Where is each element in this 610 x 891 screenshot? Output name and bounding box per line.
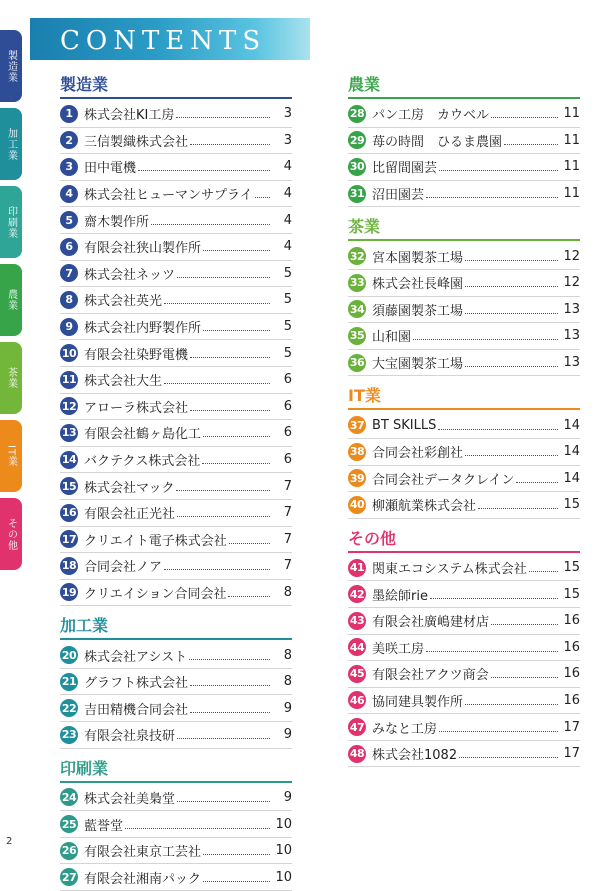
section-heading: 茶業 [348,214,580,241]
entry-page-number: 11 [563,132,580,148]
entry-company-name: 有限会社狭山製作所 [84,241,202,257]
toc-entry[interactable] [348,101,580,128]
dot-leader [177,738,270,739]
entry-number-badge: 12 [60,397,78,415]
entry-page-number: 14 [563,417,580,433]
dot-leader [229,543,270,544]
toc-entry[interactable] [348,350,580,377]
entry-number-badge: 30 [348,158,366,176]
toc-entry[interactable] [60,314,292,341]
entry-number-badge: 10 [60,344,78,362]
entry-page-number: 4 [283,186,292,202]
entry-number-badge: 44 [348,638,366,656]
entry-number-badge: 43 [348,612,366,630]
entry-company-name: 協同建具製作所 [372,694,464,710]
toc-entry[interactable] [348,661,580,688]
entry-company-name: 有限会社アクツ商会 [372,668,489,684]
entry-page-number: 16 [563,666,580,682]
toc-entry[interactable] [60,394,292,421]
entry-page-number: 16 [563,692,580,708]
toc-entry[interactable] [348,714,580,741]
entry-page-number: 8 [283,647,292,663]
section-mfg [60,72,292,606]
entry-number-badge: 31 [348,185,366,203]
entry-page-number: 12 [563,248,580,264]
entry-company-name: 株式会社大生 [84,374,163,390]
entry-company-name: 有限会社廣嶋建材店 [372,615,490,631]
toc-entry[interactable] [60,181,292,208]
entry-company-name: 関東エコシステム株式会社 [372,562,527,578]
section-heading: 農業 [348,72,580,99]
entry-company-name: アローラ株式会社 [84,400,189,416]
entry-page-number: 17 [563,746,580,762]
side-tab[interactable]: 加工業 [0,108,22,180]
entry-page-number: 6 [283,398,292,414]
entry-number-badge: 46 [348,691,366,709]
entry-company-name: クリエイト電子株式会社 [84,533,227,549]
entry-company-name: 有限会社湘南パック [84,871,202,887]
entry-number-badge: 2 [60,131,78,149]
entry-company-name: 三信製織株式会社 [84,134,189,150]
entry-company-name: 有限会社染野電機 [84,347,189,363]
entry-number-badge: 6 [60,238,78,256]
section-it [348,383,580,518]
entry-page-number: 10 [275,816,292,832]
entry-number-badge: 47 [348,718,366,736]
entry-company-name: 齋木製作所 [84,214,150,230]
entry-company-name: 柳瀬航業株式会社 [372,499,477,515]
dot-leader [491,677,558,678]
entry-page-number: 15 [563,560,580,576]
dot-leader [465,455,558,456]
entry-page-number: 4 [283,239,292,255]
entry-company-name: 山和園 [372,330,412,346]
entry-company-name: 有限会社鶴ヶ島化工 [84,427,202,443]
toc-entry[interactable] [348,555,580,582]
dot-leader [177,277,270,278]
toc-entry[interactable] [60,811,292,838]
entry-company-name: 有限会社東京工芸社 [84,845,202,861]
entry-company-name: 合同会社データクレイン [372,472,515,488]
dot-leader [177,801,270,802]
dot-leader [177,516,270,517]
dot-leader [465,260,558,261]
entry-number-badge: 27 [60,868,78,886]
toc-entry[interactable] [348,243,580,270]
entry-number-badge: 37 [348,416,366,434]
entry-company-name: 合同会社彩創社 [372,446,464,462]
entry-page-number: 11 [563,186,580,202]
entry-number-badge: 22 [60,699,78,717]
toc-entry[interactable] [60,207,292,234]
toc-entry[interactable] [60,838,292,865]
entry-company-name: 宮本園製茶工場 [372,250,464,266]
section-proc [60,613,292,748]
dot-leader [190,685,270,686]
entry-number-badge: 28 [348,105,366,123]
entry-number-badge: 39 [348,469,366,487]
entry-company-name: 株式会社美梟堂 [84,791,176,807]
entry-page-number: 7 [283,478,292,494]
entry-page-number: 7 [283,531,292,547]
toc-entry[interactable] [348,688,580,715]
entry-number-badge: 48 [348,745,366,763]
entry-company-name: 株式会社アシスト [84,649,188,665]
entry-page-number: 5 [283,265,292,281]
entry-number-badge: 7 [60,264,78,282]
entry-page-number: 10 [275,869,292,885]
entry-page-number: 8 [283,674,292,690]
entry-company-name: 株式会社ヒューマンサプライ [84,188,253,204]
page-number: 2 [6,836,13,847]
entry-page-number: 4 [283,159,292,175]
dot-leader [203,250,270,251]
entry-page-number: 9 [283,727,292,743]
toc-entry[interactable] [60,669,292,696]
entry-number-badge: 19 [60,583,78,601]
entry-number-badge: 32 [348,247,366,265]
toc-entry[interactable] [348,323,580,350]
toc-entry[interactable] [60,128,292,155]
toc-entry[interactable] [60,722,292,749]
entry-page-number: 9 [283,700,292,716]
toc-entry[interactable] [60,287,292,314]
toc-entry[interactable] [60,261,292,288]
dot-leader [430,598,558,599]
entry-number-badge: 40 [348,496,366,514]
toc-entry[interactable] [348,439,580,466]
dot-leader [164,383,270,384]
entry-page-number: 6 [283,425,292,441]
entry-page-number: 14 [563,470,580,486]
entry-company-name: バクテクス株式会社 [84,454,201,470]
entry-page-number: 5 [283,345,292,361]
entry-page-number: 7 [283,505,292,521]
entry-company-name: 吉田精機合同会社 [84,702,189,718]
section-tea [348,214,580,376]
entry-page-number: 9 [283,789,292,805]
dot-leader [176,490,270,491]
entry-company-name: 株式会社ネッツ [84,267,176,283]
toc-entry[interactable] [60,154,292,181]
toc-entry[interactable] [348,128,580,155]
dot-leader [439,170,558,171]
dot-leader [465,313,558,314]
section-other [348,526,580,768]
entry-number-badge: 38 [348,443,366,461]
toc-entry[interactable] [60,234,292,261]
entry-number-badge: 23 [60,726,78,744]
entry-page-number: 3 [283,132,292,148]
toc-entry[interactable] [60,785,292,812]
entry-page-number: 16 [563,639,580,655]
entry-page-number: 17 [563,719,580,735]
entry-page-number: 6 [283,372,292,388]
toc-entry[interactable] [348,181,580,208]
entry-company-name: 大宝園製茶工場 [372,357,464,373]
toc-entry[interactable] [60,473,292,500]
section-heading: IT業 [348,383,580,410]
entry-number-badge: 15 [60,477,78,495]
entry-number-badge: 34 [348,300,366,318]
entry-page-number: 4 [283,212,292,228]
section-heading: 製造業 [60,72,292,99]
toc-entry[interactable] [60,642,292,669]
dot-leader [164,303,270,304]
entry-company-name: みなと工房 [372,721,438,737]
toc-entry[interactable] [60,367,292,394]
dot-leader [189,659,270,660]
entry-company-name: 株式会社KI工房 [84,108,175,124]
dot-leader [164,569,270,570]
entry-page-number: 7 [283,558,292,574]
dot-leader [413,339,558,340]
dot-leader [426,651,558,652]
dot-leader [190,410,270,411]
entry-page-number: 13 [563,328,580,344]
dot-leader [491,624,558,625]
toc-entry[interactable] [60,695,292,722]
entry-page-number: 13 [563,301,580,317]
toc-entry[interactable] [348,741,580,768]
entry-number-badge: 9 [60,318,78,336]
entry-number-badge: 17 [60,530,78,548]
dot-leader [138,170,270,171]
dot-leader [151,224,270,225]
entry-company-name: 株式会社マック [84,480,175,496]
entry-page-number: 14 [563,444,580,460]
entry-number-badge: 1 [60,105,78,123]
entry-page-number: 11 [563,106,580,122]
entry-page-number: 5 [283,319,292,335]
entry-company-name: 墨絵師rie [372,588,428,604]
left-column [60,72,292,891]
entry-number-badge: 21 [60,673,78,691]
entry-page-number: 8 [283,584,292,600]
toc-entry[interactable] [60,864,292,891]
toc-entry[interactable] [348,466,580,493]
dot-leader [465,366,558,367]
dot-leader [190,712,270,713]
entry-company-name: 株式会社1082 [372,748,458,764]
section-heading: 加工業 [60,613,292,640]
section-print [60,756,292,891]
side-tab[interactable]: その他 [0,498,22,570]
entry-page-number: 12 [563,275,580,291]
side-tab[interactable]: IT業 [0,420,22,492]
entry-company-name: 美咲工房 [372,641,425,657]
section-agri [348,72,580,207]
toc-entry[interactable] [348,635,580,662]
toc-entry[interactable] [60,420,292,447]
page-title: CONTENTS [60,26,267,56]
entry-company-name: 株式会社英光 [84,294,163,310]
entry-page-number: 5 [283,292,292,308]
dot-leader [438,429,558,430]
entry-number-badge: 42 [348,585,366,603]
toc-entry[interactable] [348,492,580,519]
dot-leader [203,881,270,882]
entry-company-name: 株式会社長峰園 [372,277,464,293]
entry-number-badge: 45 [348,665,366,683]
dot-leader [202,463,270,464]
entry-number-badge: 3 [60,158,78,176]
dot-leader [478,508,558,509]
side-tab[interactable]: 印刷業 [0,186,22,258]
dot-leader [465,286,558,287]
toc-entry[interactable] [348,270,580,297]
dot-leader [203,854,270,855]
dot-leader [255,197,270,198]
dot-leader [459,757,558,758]
entry-number-badge: 26 [60,842,78,860]
entry-number-badge: 29 [348,131,366,149]
section-heading: その他 [348,526,580,553]
entry-number-badge: 41 [348,559,366,577]
entry-number-badge: 16 [60,504,78,522]
entry-company-name: 藍誉堂 [84,818,124,834]
entry-company-name: 沼田園芸 [372,188,425,204]
entry-company-name: パン工房 カウベル [372,108,490,124]
entry-number-badge: 4 [60,185,78,203]
right-column [348,72,580,767]
section-heading: 印刷業 [60,756,292,783]
side-tab[interactable]: 農業 [0,264,22,336]
toc-entry[interactable] [60,500,292,527]
entry-number-badge: 11 [60,371,78,389]
dot-leader [190,357,270,358]
entry-number-badge: 18 [60,557,78,575]
toc-entry[interactable] [60,340,292,367]
dot-leader [426,197,558,198]
dot-leader [203,436,270,437]
toc-entry[interactable] [60,580,292,607]
toc-entry[interactable] [348,297,580,324]
entry-number-badge: 20 [60,646,78,664]
entry-company-name: グラフト株式会社 [84,676,189,692]
entry-company-name: 有限会社正光社 [84,507,176,523]
entry-number-badge: 8 [60,291,78,309]
entry-company-name: 有限会社泉技研 [84,729,176,745]
entry-company-name: クリエイション合同会社 [84,586,227,602]
entry-page-number: 11 [563,159,580,175]
entry-page-number: 10 [275,843,292,859]
entry-company-name: BT SKILLS [372,417,437,433]
entry-page-number: 3 [283,106,292,122]
entry-number-badge: 36 [348,354,366,372]
dot-leader [190,144,270,145]
entry-number-badge: 35 [348,327,366,345]
dot-leader [529,571,558,572]
entry-company-name: 株式会社内野製作所 [84,321,202,337]
toc-entry[interactable] [348,154,580,181]
entry-page-number: 15 [563,497,580,513]
side-tab[interactable]: 茶業 [0,342,22,414]
dot-leader [504,144,558,145]
dot-leader [491,117,558,118]
entry-page-number: 15 [563,586,580,602]
entry-number-badge: 14 [60,451,78,469]
entry-page-number: 16 [563,613,580,629]
toc-entry[interactable] [348,581,580,608]
entry-number-badge: 33 [348,274,366,292]
dot-leader [465,704,558,705]
entry-number-badge: 24 [60,788,78,806]
toc-entry[interactable] [348,608,580,635]
entry-number-badge: 5 [60,211,78,229]
dot-leader [203,330,270,331]
entry-company-name: 須藤園製茶工場 [372,303,464,319]
dot-leader [176,117,270,118]
entry-page-number: 6 [283,452,292,468]
dot-leader [516,482,558,483]
entry-number-badge: 13 [60,424,78,442]
entry-company-name: 比留間園芸 [372,161,438,177]
toc-entry[interactable] [60,447,292,474]
side-tab[interactable]: 製造業 [0,30,22,102]
toc-entry[interactable] [60,101,292,128]
entry-page-number: 13 [563,355,580,371]
entry-company-name: 苺の時間 ひるま農園 [372,134,503,150]
dot-leader [439,731,558,732]
toc-entry[interactable] [348,412,580,439]
dot-leader [125,828,270,829]
entry-number-badge: 25 [60,815,78,833]
entry-company-name: 田中電機 [84,161,137,177]
toc-entry[interactable] [60,553,292,580]
entry-company-name: 合同会社ノア [84,560,163,576]
toc-entry[interactable] [60,527,292,554]
dot-leader [228,596,270,597]
